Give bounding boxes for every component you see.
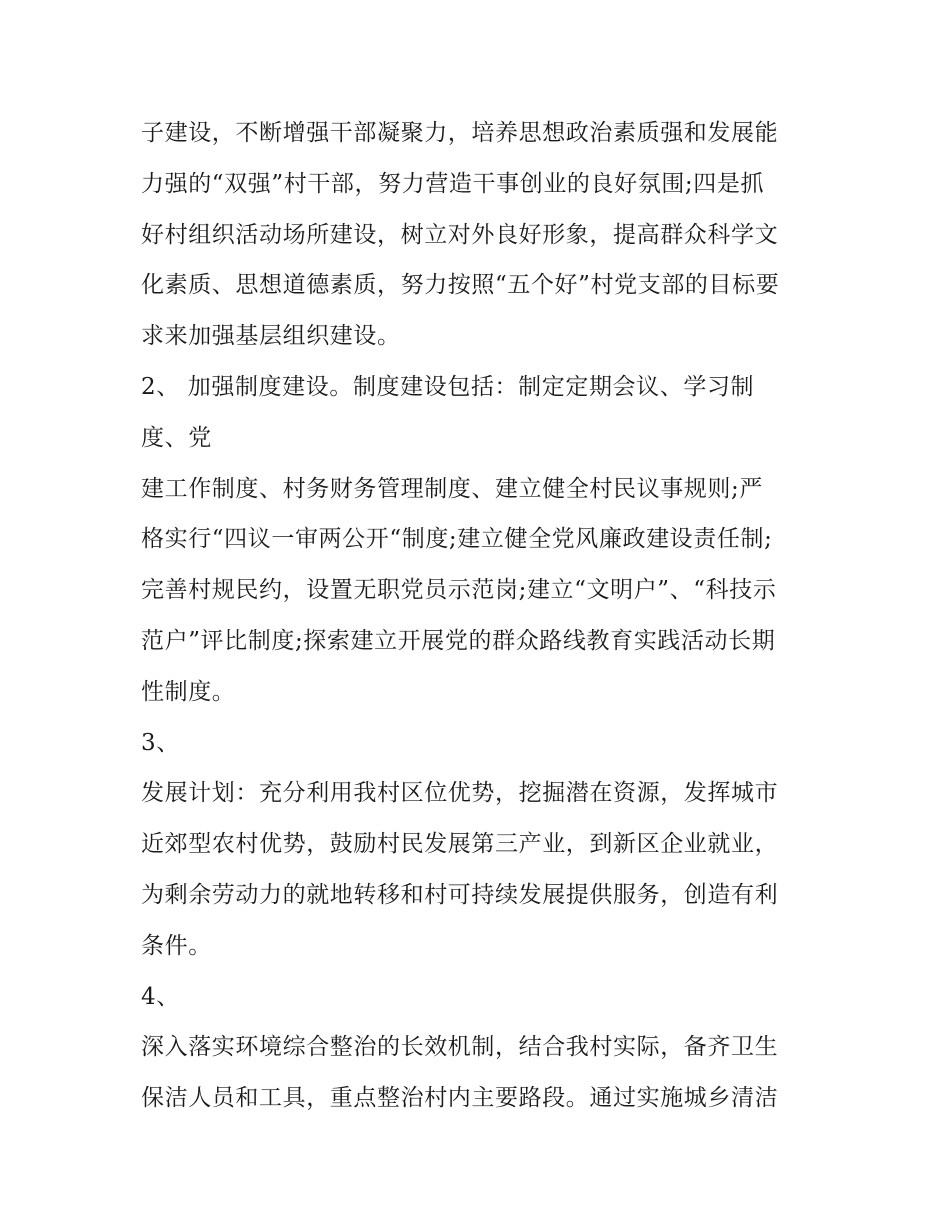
text-line: 为剩余劳动力的就地转移和村可持续发展提供服务，创造有利 [141,881,779,908]
text-line: 化素质、思想道德素质，努力按照“五个好”村党支部的目标要 [141,272,780,299]
text-line: 范户”评比制度;探索建立开展党的群众路线教育实践活动长期 [141,627,776,654]
text-line: 力强的“双强”村干部，努力营造干事创业的良好氛围;四是抓 [141,170,765,197]
list-item-number: 3、 [141,729,180,756]
text-line: 发展计划：充分利用我村区位优势，挖掘潜在资源，发挥城市 [141,780,779,807]
text-line: 建工作制度、村务财务管理制度、建立健全村民议事规则;严 [141,475,763,502]
text-line: 近郊型农村优势，鼓励村民发展第三产业，到新区企业就业， [141,831,779,858]
text-line: 格实行“四议一审两公开“制度;建立健全党风廉政建设责任制; [141,526,773,553]
text-line: 条件。 [141,932,212,959]
document-body [141,108,821,1124]
text-line: 度、党 [141,424,212,451]
text-line: 求来加强基层组织建设。 [141,323,401,350]
text-line: 深入落实环境综合整治的长效机制，结合我村实际，备齐卫生 [141,1034,779,1061]
text-line: 完善村规民约，设置无职党员示范岗;建立“文明户”、“科技示 [141,577,777,604]
text-line: 好村组织活动场所建设，树立对外良好形象，提高群众科学文 [141,221,779,248]
text-line: 性制度。 [141,678,236,705]
text-line: 保洁人员和工具，重点整治村内主要路段。通过实施城乡清洁 [141,1085,779,1112]
text-line: 子建设，不断增强干部凝聚力，培养思想政治素质强和发展能 [141,120,779,146]
list-item-number: 4、 [141,983,180,1010]
list-item-heading: 2、 加强制度建设。制度建设包括：制定定期会议、学习制 [141,373,755,400]
